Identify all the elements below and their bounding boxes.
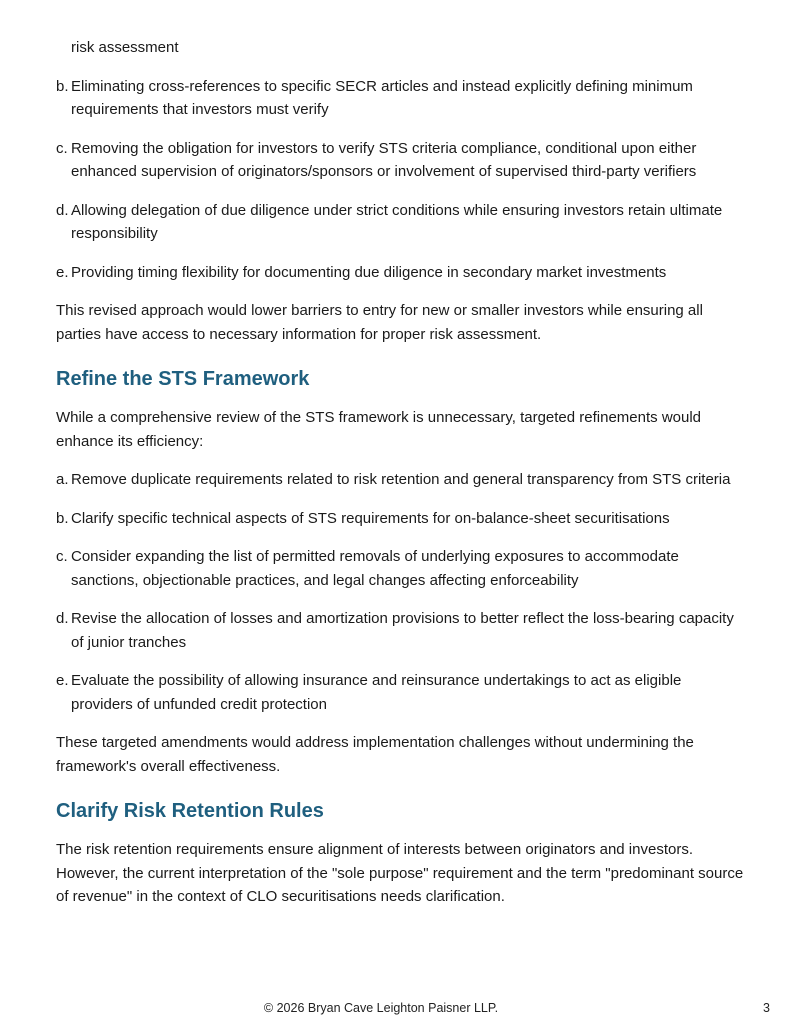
sts-refinements-list bbox=[56, 468, 746, 716]
list-item-text: Consider expanding the list of permitted removals of underlying exposures to accommodate sanctions, objectionable practices, and legal changes affecting enforceability bbox=[71, 548, 679, 589]
list-item-text: Clarify specific technical aspects of STS requirements for on-balance-sheet securitisations bbox=[71, 509, 670, 527]
paragraph-sts-closing: These targeted amendments would address implementation challenges without undermining the framework's overall effectiveness. bbox=[56, 734, 694, 775]
list-item-text: Removing the obligation for investors to verify STS criteria compliance, conditional upon either enhanced supervision of originators/sponsors or involvement of supervised third-party verifiers bbox=[71, 139, 697, 180]
document-page bbox=[56, 36, 746, 909]
page-number: 3 bbox=[763, 1001, 770, 1015]
heading-refine-sts: Refine the STS Framework bbox=[56, 368, 310, 390]
list-item-c bbox=[56, 545, 746, 592]
list-item-b bbox=[56, 507, 746, 531]
list-item-text: Remove duplicate requirements related to risk retention and general transparency from STS criteria bbox=[71, 471, 731, 488]
due-diligence-list bbox=[56, 36, 746, 284]
list-item-text: Eliminating cross-references to specific SECR articles and instead explicitly defining minimum requirements that investors must verify bbox=[71, 77, 693, 118]
list-item-text: risk assessment bbox=[71, 39, 179, 56]
list-marker: e. bbox=[56, 263, 69, 281]
list-item-d bbox=[56, 199, 746, 246]
list-marker: d. bbox=[56, 610, 69, 627]
list-item-e bbox=[56, 669, 746, 716]
list-item-e bbox=[56, 261, 746, 285]
list-marker: c. bbox=[56, 548, 68, 565]
list-item-continuation bbox=[56, 36, 746, 60]
list-marker: d. bbox=[56, 201, 69, 219]
list-marker: e. bbox=[56, 672, 69, 689]
list-item-a bbox=[56, 468, 746, 492]
paragraph-sts-intro: While a comprehensive review of the STS framework is unnecessary, targeted refinements would enhance its efficiency: bbox=[56, 409, 702, 450]
list-item-text: Evaluate the possibility of allowing insurance and reinsurance undertakings to act as eligible providers of unfunded credit protection bbox=[71, 672, 682, 713]
heading-risk-retention: Clarify Risk Retention Rules bbox=[56, 800, 324, 822]
list-item-text: Allowing delegation of due diligence under strict conditions while ensuring investors retain ultimate responsibility bbox=[71, 201, 723, 242]
list-item-c bbox=[56, 137, 746, 184]
list-marker: c. bbox=[56, 139, 68, 157]
paragraph-risk-retention: The risk retention requirements ensure alignment of interests between originators and investors. However, the current interpretation of the "sole purpose" requirement and the term "predominant source of revenue" in the context of CLO securitisations needs clarification. bbox=[56, 841, 744, 905]
list-item-b bbox=[56, 75, 746, 122]
list-marker: b. bbox=[56, 509, 69, 527]
list-item-text: Revise the allocation of losses and amortization provisions to better reflect the loss-bearing capacity of junior tranches bbox=[71, 610, 734, 651]
footer-copyright: © 2026 Bryan Cave Leighton Paisner LLP. bbox=[263, 1001, 499, 1015]
list-item-text: Providing timing flexibility for documenting due diligence in secondary market investments bbox=[71, 263, 667, 281]
list-item-d bbox=[56, 607, 746, 654]
list-marker: b. bbox=[56, 77, 69, 95]
paragraph-revised-approach: This revised approach would lower barriers to entry for new or smaller investors while ensuring all parties have access to necessary information for proper risk assessment. bbox=[56, 302, 703, 343]
list-marker: a. bbox=[56, 471, 69, 488]
